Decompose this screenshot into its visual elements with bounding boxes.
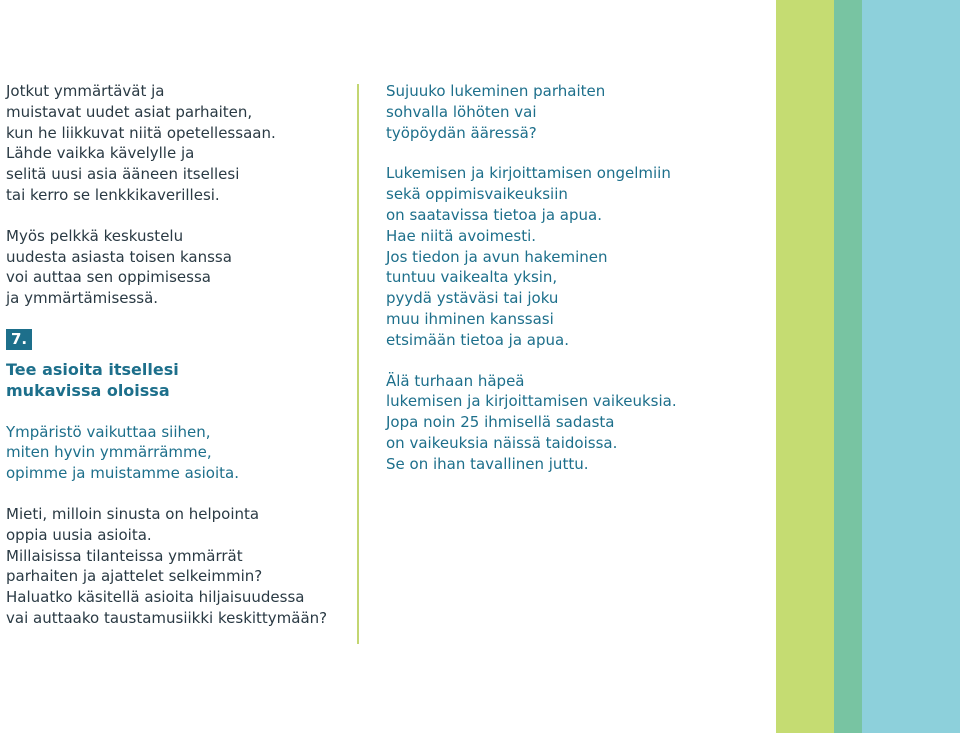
help-line: Jos tiedon ja avun hakeminen [386, 247, 608, 266]
section-title-line: Tee asioita itsellesi [6, 359, 179, 379]
discussion-paragraph [6, 226, 346, 309]
right-column [386, 81, 766, 495]
shame-line: on vaikeuksia näissä taidoissa. [386, 433, 618, 452]
help-line: Lukemisen ja kirjoittamisen ongelmiin [386, 164, 671, 183]
shame-line: Älä turhaan häpeä [386, 371, 525, 390]
help-line: muu ihminen kanssasi [386, 309, 554, 328]
left-column [6, 81, 346, 649]
discussion-line: Myös pelkkä keskustelu [6, 226, 184, 245]
help-line: on saatavissa tietoa ja apua. [386, 205, 602, 224]
shame-line: lukemisen ja kirjoittamisen vaikeuksia. [386, 392, 677, 411]
section-title-line: mukavissa oloissa [6, 380, 170, 400]
shame-line: Se on ihan tavallinen juttu. [386, 454, 589, 473]
intro-line: Jotkut ymmärtävät ja [6, 82, 165, 100]
section-number-badge: 7. [6, 329, 32, 350]
decorative-stripe-lime [776, 0, 834, 733]
intro-line: tai kerro se lenkkikaverillesi. [6, 185, 220, 204]
help-line: tuntuu vaikealta yksin, [386, 268, 558, 287]
question-line: vai auttaako taustamusiikki keskittymään? [6, 608, 328, 627]
shame-paragraph [386, 371, 766, 475]
column-divider [357, 84, 359, 644]
intro-paragraph [6, 81, 346, 206]
help-line: etsimään tietoa ja apua. [386, 330, 569, 349]
help-line: Hae niitä avoimesti. [386, 226, 537, 245]
reading-line: työpöydän ääressä? [386, 123, 537, 142]
environment-line: miten hyvin ymmärrämme, [6, 443, 212, 462]
help-line: sekä oppimisvaikeuksiin [386, 185, 568, 204]
shame-line: Jopa noin 25 ihmisellä sadasta [386, 413, 615, 432]
decorative-stripe-cyan [862, 0, 960, 733]
environment-paragraph [6, 422, 346, 484]
question-line: oppia uusia asioita. [6, 525, 152, 544]
reading-line: Sujuuko lukeminen parhaiten [386, 82, 606, 100]
help-line: pyydä ystäväsi tai joku [386, 289, 559, 308]
intro-line: kun he liikkuvat niitä opetellessaan. [6, 123, 276, 142]
intro-line: selitä uusi asia ääneen itsellesi [6, 165, 240, 184]
environment-line: opimme ja muistamme asioita. [6, 464, 239, 483]
intro-line: muistavat uudet asiat parhaiten, [6, 102, 253, 121]
discussion-line: ja ymmärtämisessä. [6, 289, 159, 308]
question-line: Haluatko käsitellä asioita hiljaisuudessa [6, 588, 305, 607]
question-line: Mieti, milloin sinusta on helpointa [6, 504, 260, 523]
question-line: parhaiten ja ajattelet selkeimmin? [6, 567, 263, 586]
intro-line: Lähde vaikka kävelylle ja [6, 144, 195, 163]
section-title [6, 360, 346, 402]
environment-line: Ympäristö vaikuttaa siihen, [6, 422, 211, 441]
reading-paragraph [386, 81, 766, 143]
help-paragraph [386, 163, 766, 350]
reading-line: sohvalla löhöten vai [386, 102, 537, 121]
decorative-stripe-green [834, 0, 862, 733]
discussion-line: voi auttaa sen oppimisessa [6, 268, 211, 287]
discussion-line: uudesta asiasta toisen kanssa [6, 247, 232, 266]
question-line: Millaisissa tilanteissa ymmärrät [6, 546, 243, 565]
question-paragraph [6, 504, 346, 629]
